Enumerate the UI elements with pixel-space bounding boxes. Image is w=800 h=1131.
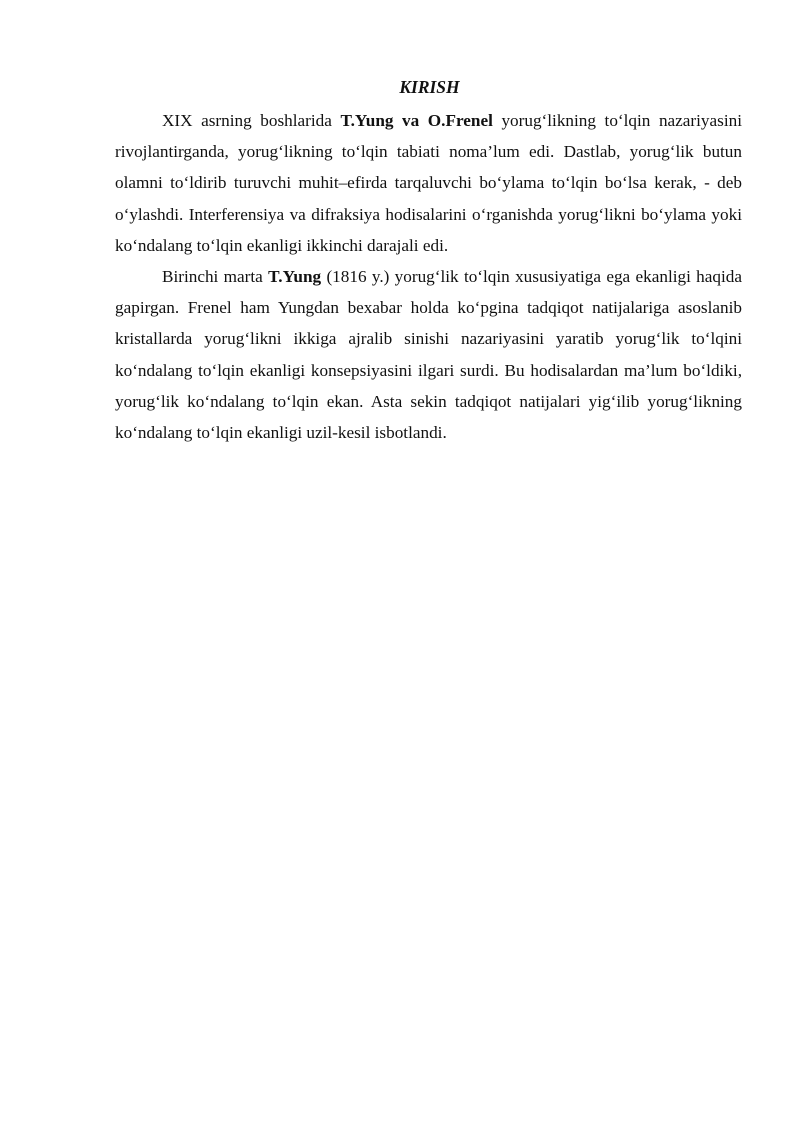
paragraph-1-text: XIX asrning boshlarida xyxy=(162,111,341,130)
document-body xyxy=(115,74,742,448)
paragraph-1-bold-names: T.Yung va O.Frenel xyxy=(340,111,493,130)
paragraph-1-text-continued: yorug‘likning to‘lqin nazariyasini rivojlantirganda, yorug‘likning to‘lqin tabiati noma’lum edi. Dastlab, yorug‘lik butun olamni to‘ldirib turuvchi muhit–efirda tarqaluvchi bo‘ylama to‘lqin bo‘lsa kerak, - deb o‘ylashdi. Interferensiya va difraksiya hodisalarini o‘rganishda yorug‘likni bo‘ylama yoki ko‘ndalang to‘lqin ekanligi ikkinchi darajali edi. xyxy=(115,111,742,255)
paragraph-2 xyxy=(115,261,742,448)
paragraph-2-bold-name: T.Yung xyxy=(268,267,322,287)
paragraph-2-text-continued: (1816 y.) yorug‘lik to‘lqin xususiyatiga ega ekanligi haqida gapirgan. Frenel ham Yungdan bexabar holda ko‘pgina tadqiqot natijalariga asoslanib kristallarda yorug‘likni ikkiga ajralib sinishi nazariyasini yaratib yorug‘lik to‘lqini ko‘ndalang to‘lqin ekanligi konsepsiyasini ilgari surdi. Bu hodisalardan ma’lum bo‘ldiki, yorug‘lik ko‘ndalang to‘lqin ekan. Asta sekin tadqiqot natijalari yig‘ilib yorug‘likning ko‘ndalang to‘lqin ekanligi uzil-kesil isbotlandi. xyxy=(115,267,742,443)
section-heading: KIRISH xyxy=(399,77,460,97)
paragraph-1 xyxy=(115,105,742,261)
paragraph-2-text: Birinchi marta xyxy=(162,267,269,287)
